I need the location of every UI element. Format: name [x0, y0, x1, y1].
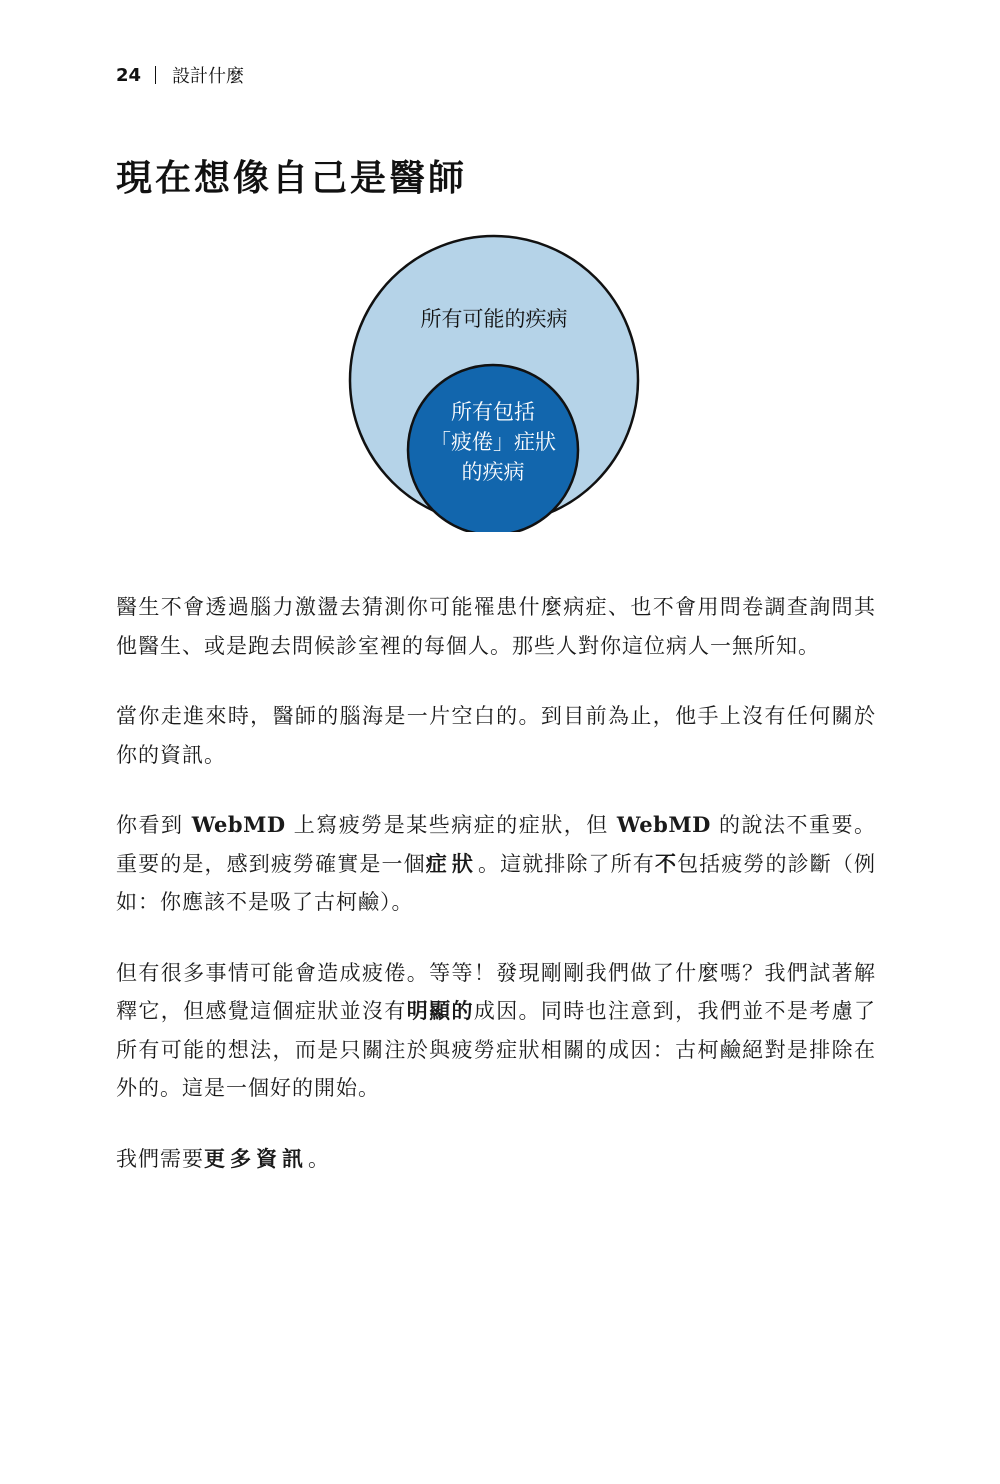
p3-text-e: 包括疲勞的診斷（例如：你應該不是吸了古柯鹼）。 — [116, 851, 877, 914]
section-title: 現在想像自己是醫師 — [116, 158, 468, 199]
p1-text: 醫生不會透過腦力激盪去猜測你可能罹患什麼病症、也不會用問卷調查詢問其他醫生、或是跑去問候診室裡的每個人。那些人對你這位病人一無所知。 — [116, 595, 876, 658]
inner-circle-label-line2: 「疲倦」症狀 — [430, 430, 556, 454]
emphasis-symptom: 症狀 — [425, 850, 478, 876]
emphasis-more-info: 更多資訊 — [204, 1145, 308, 1171]
paragraph-4 — [116, 954, 876, 1108]
book-title: 設計什麼 — [172, 66, 245, 87]
inner-circle-label-line1: 所有包括 — [451, 400, 535, 424]
emphasis-not: 不 — [654, 850, 678, 876]
outer-circle-label: 所有可能的疾病 — [420, 307, 568, 331]
p3-text-b: 上寫疲勞是某些病症的症狀，但 — [285, 813, 617, 837]
p4-text-b: 成因。同時也注意到，我們並不是考慮了所有可能的想法，而是只關注於與疲勞症狀相關的成因：古柯鹼絕對是排除在外的。這是一個好的開始。 — [116, 999, 877, 1100]
emphasis-obvious: 明顯的 — [406, 998, 474, 1023]
p5-text-a: 我們需要 — [116, 1146, 204, 1171]
paragraph-1 — [116, 588, 876, 665]
body-text — [116, 588, 876, 1210]
inner-circle-label-line3: 的疾病 — [461, 460, 525, 484]
p3-text-d: 。這就排除了所有 — [477, 851, 655, 876]
venn-diagram — [340, 232, 650, 532]
webmd-term: WebMD — [616, 812, 711, 837]
paragraph-2 — [116, 697, 876, 774]
p2-text: 當你走進來時，醫師的腦海是一片空白的。到目前為止，他手上沒有任何關於你的資訊。 — [116, 704, 876, 767]
header-divider — [155, 66, 156, 84]
paragraph-3 — [116, 806, 876, 922]
p3-text-a: 你看到 — [116, 813, 192, 837]
running-header — [116, 62, 244, 88]
p3-text-c: 的說法不重要。重要的是，感到疲勞確實是一個 — [116, 813, 876, 876]
page-number: 24 — [116, 64, 142, 86]
p4-text-a: 但有很多事情可能會造成疲倦。等等！發現剛剛我們做了什麼嗎？我們試著解釋它，但感覺這個症狀並沒有 — [116, 960, 876, 1023]
webmd-term: WebMD — [191, 812, 286, 837]
p5-text-b: 。 — [308, 1146, 330, 1171]
paragraph-5 — [116, 1140, 876, 1179]
